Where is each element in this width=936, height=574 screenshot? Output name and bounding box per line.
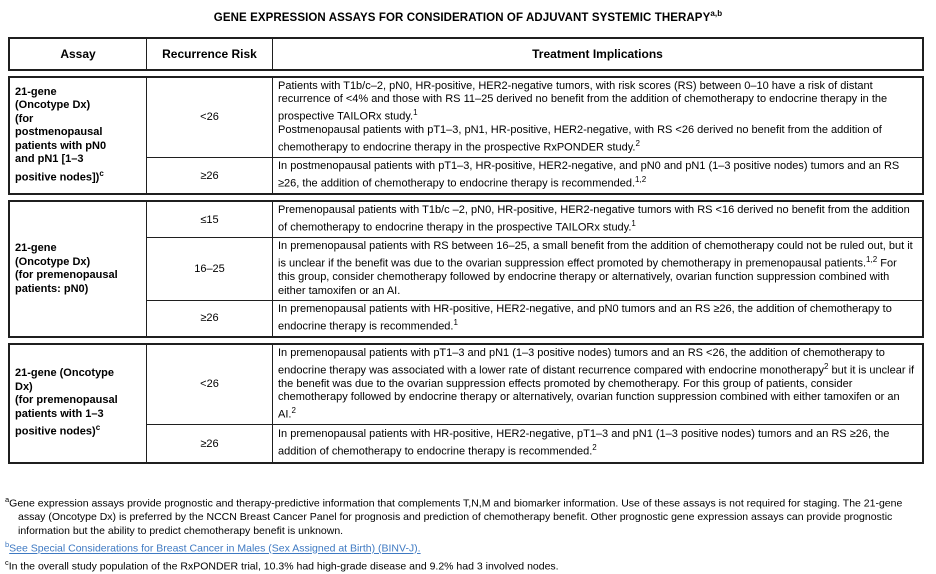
risk-value: ≤15	[147, 202, 273, 237]
footnote-c	[5, 556, 928, 574]
footnote-b-marker: b	[5, 540, 10, 549]
implication-text: In premenopausal patients with HR-positive, HER2-negative, pT1–3 and pN1 (1–3 positive nodes) tumors and an RS ≥26, the addition of chemotherapy to endocrine therapy is recommended.$^2$	[278, 428, 890, 458]
implication-cell	[273, 157, 922, 193]
assay-label: 21-gene (Oncotype Dx) (for premenopausal patients with 1–3 positive nodes)$^c$	[15, 367, 118, 439]
assay-cell-postmenopausal	[10, 78, 147, 193]
column-header-assay: Assay	[10, 39, 147, 69]
assay-label: 21-gene (Oncotype Dx) (for postmenopausal patients with pN0 and pN1 [1–3 positive nodes])$^c$	[15, 85, 107, 184]
implication-cell	[273, 237, 922, 299]
assay-cell-premenopausal-pn1	[10, 345, 147, 462]
page-title	[0, 0, 936, 24]
gene-assay-table	[8, 37, 924, 464]
column-header-treatment-implications: Treatment Implications	[532, 46, 663, 61]
implication-text: In premenopausal patients with pT1–3 and pN1 (1–3 positive nodes) tumors and an RS <26, the addition of chemotherapy to endocrine therapy was associated with a lower rate of distant recurrence compared with endocrine monotherapy$^2$ but it is unclear if the benefit was due to the ovarian suppression effects promoted by chemotherapy. For this group of patients, consider chemotherapy followed by endocrine therapy or alternatively, ovarian function suppression combined with either tamoxifen or an AI.$^2$	[278, 346, 915, 421]
implication-cell	[273, 345, 922, 424]
footnote-a-text: Gene expression assays provide prognostic and therapy-predictive information that complements T,N,M and biomarker information. Use of these assays is not required for staging. The 21-gene assay (Oncotype Dx) is preferred by the NCCN Breast Cancer Panel for prognosis and prediction of chemotherapy benefit. Other prognostic gene expression assays can provide prognostic information but the ability to predict chemotherapy benefit is unknown.	[9, 497, 903, 537]
footnote-c-text: In the overall study population of the RxPONDER trial, 10.3% had high-grade disease and 9.2% had 3 involved nodes.	[8, 560, 559, 573]
footnote-a-marker: a	[5, 495, 10, 504]
risk-value: <26	[147, 345, 273, 424]
assay-cell-premenopausal-pn0	[10, 202, 147, 336]
implication-cell	[273, 202, 922, 237]
implication-cell	[273, 78, 922, 157]
page-title-text: GENE EXPRESSION ASSAYS FOR CONSIDERATION OF ADJUVANT SYSTEMIC THERAPY	[213, 11, 711, 24]
table-group-premenopausal-pn1	[8, 343, 924, 464]
table-group-postmenopausal	[8, 76, 924, 195]
footnote-a	[5, 493, 928, 538]
implication-text: Patients with T1b/c–2, pN0, HR-positive, HER2-negative tumors, with risk scores (RS) between 0–10 have a risk of distant recurrence of <4% and those with RS 11–25 derived no benefit from the addition of chemotherapy to endocrine therapy in the prospective TAILORx study.$^1$ Postmenopausal patients with pT1–3, pN1, HR-positive, HER2-negative, with RS <26 derived no benefit from the addition of chemotherapy to endocrine therapy in the prospective RxPONDER study.$^2$	[278, 79, 888, 154]
footnote-c-marker: c	[5, 558, 9, 567]
footnote-b	[5, 538, 928, 556]
special-considerations-link[interactable]: See Special Considerations for Breast Cancer in Males (Sex Assigned at Birth) (BINV-J).	[9, 542, 421, 555]
assay-label: 21-gene (Oncotype Dx) (for premenopausal patients: pN0)	[15, 242, 118, 295]
risk-value: ≥26	[147, 424, 273, 462]
risk-value: ≥26	[147, 300, 273, 336]
page-title-superscript: a,b	[710, 9, 723, 18]
table-group-premenopausal-pn0	[8, 200, 924, 338]
implication-text: In premenopausal patients with HR-positive, HER2-negative, and pN0 tumors and an RS ≥26, the addition of chemotherapy to endocrine therapy is recommended.$^1$	[278, 302, 892, 333]
column-header-recurrence-risk: Recurrence Risk	[147, 39, 273, 69]
implication-cell	[273, 300, 922, 336]
risk-value: ≥26	[147, 157, 273, 193]
table-header-row	[8, 37, 924, 71]
implication-text: Premenopausal patients with T1b/c –2, pN0, HR-positive, HER2-negative tumors with RS <16 derived no benefit from the addition of chemotherapy to endocrine therapy in the prospective TAILORx study.$^1$	[278, 204, 910, 235]
implication-text: In postmenopausal patients with pT1–3, HR-positive, HER2-negative, and pN0 and pN1 (1–3 positive nodes) tumors and an RS ≥26, the addition of chemotherapy to endocrine therapy is recommended.$^{1,2}$	[278, 160, 900, 191]
implication-cell	[273, 424, 922, 462]
risk-value: 16–25	[147, 237, 273, 299]
implication-text: In premenopausal patients with RS between 16–25, a small benefit from the addition of chemotherapy could not be ruled out, but it is unclear if the benefit was due to the ovarian suppression effect promoted by chemotherapy in premenopausal patients.$^{1,2}$ For this group, consider chemotherapy followed by endocrine therapy or alternatively, ovarian function suppression combined with either tamoxifen or an AI.	[278, 240, 913, 297]
risk-value: <26	[147, 78, 273, 157]
